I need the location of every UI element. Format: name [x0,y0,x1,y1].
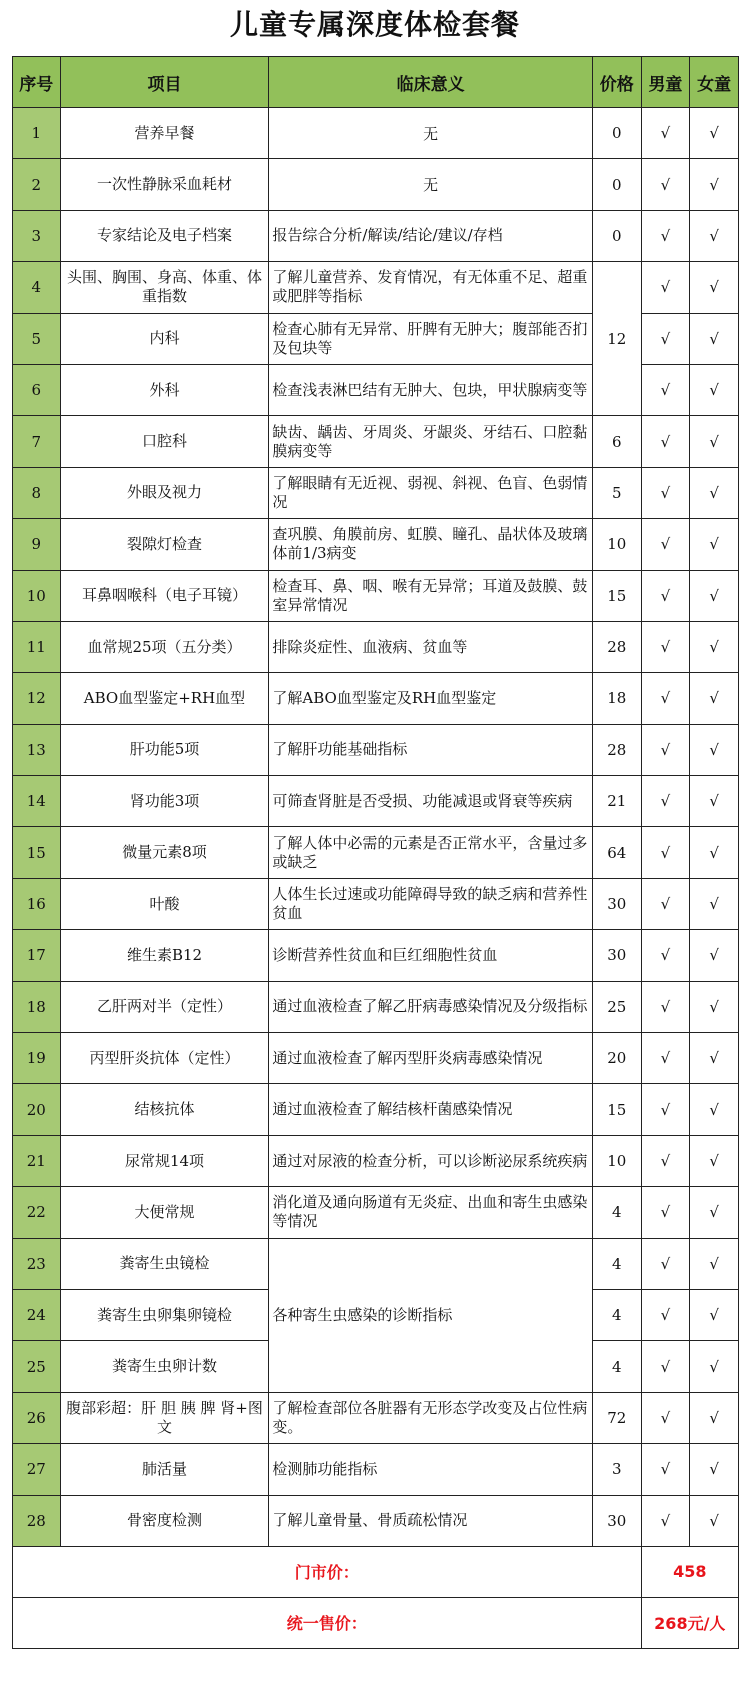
row-boy-check: √ [641,262,690,313]
row-boy-check: √ [641,776,690,827]
row-girl-check: √ [690,724,739,775]
row-girl-check: √ [690,827,739,878]
row-price: 5 [592,467,641,518]
row-boy-check: √ [641,1084,690,1135]
row-girl-check: √ [690,1341,739,1392]
row-meaning: 缺齿、龋齿、牙周炎、牙龈炎、牙结石、口腔黏膜病变等 [269,416,593,467]
row-price: 20 [592,1033,641,1084]
row-price: 30 [592,878,641,929]
row-item: 内科 [60,313,269,364]
row-number: 17 [13,930,61,981]
row-meaning: 通过血液检查了解乙肝病毒感染情况及分级指标 [269,981,593,1032]
row-number: 26 [13,1392,61,1443]
market-price-value: 458 [641,1546,738,1597]
row-meaning: 了解眼睛有无近视、弱视、斜视、色盲、色弱情况 [269,467,593,518]
row-boy-check: √ [641,621,690,672]
row-number: 23 [13,1238,61,1289]
row-number: 13 [13,724,61,775]
table-row [13,827,739,878]
row-number: 11 [13,621,61,672]
row-meaning: 无 [269,108,593,159]
row-item: 外科 [60,364,269,415]
row-item: 丙型肝炎抗体（定性） [60,1033,269,1084]
row-number: 5 [13,313,61,364]
row-price: 12 [592,262,641,416]
row-number: 18 [13,981,61,1032]
row-girl-check: √ [690,1289,739,1340]
row-price: 28 [592,724,641,775]
row-price: 15 [592,1084,641,1135]
table-row [13,1084,739,1135]
row-price: 0 [592,159,641,210]
table-body [13,108,739,1547]
row-meaning: 了解人体中必需的元素是否正常水平，含量过多或缺乏 [269,827,593,878]
row-boy-check: √ [641,570,690,621]
table-row [13,1033,739,1084]
row-number: 24 [13,1289,61,1340]
row-meaning: 了解儿童骨量、骨质疏松情况 [269,1495,593,1546]
table-row [13,108,739,159]
sale-price-label: 统一售价： [13,1597,642,1648]
row-item: 一次性静脉采血耗材 [60,159,269,210]
header-boy: 男童 [641,57,690,108]
row-meaning: 诊断营养性贫血和巨红细胞性贫血 [269,930,593,981]
row-boy-check: √ [641,1444,690,1495]
row-girl-check: √ [690,467,739,518]
row-item: 营养早餐 [60,108,269,159]
row-number: 22 [13,1187,61,1238]
row-price: 4 [592,1238,641,1289]
table-row [13,1392,739,1443]
header-girl: 女童 [690,57,739,108]
sale-price-row [13,1597,739,1648]
row-number: 27 [13,1444,61,1495]
row-girl-check: √ [690,1084,739,1135]
row-item: 粪寄生虫卵计数 [60,1341,269,1392]
row-number: 16 [13,878,61,929]
row-price: 6 [592,416,641,467]
row-boy-check: √ [641,1033,690,1084]
header-meaning: 临床意义 [269,57,593,108]
row-boy-check: √ [641,724,690,775]
row-item: 结核抗体 [60,1084,269,1135]
row-item: 肾功能3项 [60,776,269,827]
table-row [13,621,739,672]
row-number: 8 [13,467,61,518]
row-girl-check: √ [690,313,739,364]
row-girl-check: √ [690,981,739,1032]
row-item: 叶酸 [60,878,269,929]
row-meaning: 消化道及通向肠道有无炎症、出血和寄生虫感染等情况 [269,1187,593,1238]
row-price: 0 [592,108,641,159]
table-row [13,673,739,724]
row-price: 30 [592,1495,641,1546]
row-number: 9 [13,519,61,570]
row-meaning: 检测肺功能指标 [269,1444,593,1495]
row-item: 尿常规14项 [60,1135,269,1186]
row-meaning: 检查耳、鼻、咽、喉有无异常；耳道及鼓膜、鼓室异常情况 [269,570,593,621]
row-price: 18 [592,673,641,724]
row-item: 耳鼻咽喉科（电子耳镜） [60,570,269,621]
row-item: 头围、胸围、身高、体重、体重指数 [60,262,269,313]
row-price: 3 [592,1444,641,1495]
table-row [13,210,739,261]
row-item: 大便常规 [60,1187,269,1238]
table-row [13,1495,739,1546]
row-meaning: 了解儿童营养、发育情况，有无体重不足、超重或肥胖等指标 [269,262,593,313]
header-row [13,57,739,108]
checkup-table [12,56,739,1649]
table-row [13,878,739,929]
row-girl-check: √ [690,1033,739,1084]
row-meaning: 通过对尿液的检查分析，可以诊断泌尿系统疾病 [269,1135,593,1186]
row-number: 7 [13,416,61,467]
row-boy-check: √ [641,1341,690,1392]
row-item: 外眼及视力 [60,467,269,518]
row-girl-check: √ [690,108,739,159]
row-girl-check: √ [690,1135,739,1186]
row-price: 10 [592,519,641,570]
table-row [13,570,739,621]
row-meaning: 各种寄生虫感染的诊断指标 [269,1238,593,1392]
row-girl-check: √ [690,621,739,672]
row-girl-check: √ [690,519,739,570]
row-meaning: 通过血液检查了解结核杆菌感染情况 [269,1084,593,1135]
row-price: 28 [592,621,641,672]
row-meaning: 检查浅表淋巴结有无肿大、包块，甲状腺病变等 [269,364,593,415]
row-number: 10 [13,570,61,621]
row-girl-check: √ [690,930,739,981]
row-item: 乙肝两对半（定性） [60,981,269,1032]
row-girl-check: √ [690,1444,739,1495]
table-row [13,519,739,570]
row-number: 28 [13,1495,61,1546]
row-number: 20 [13,1084,61,1135]
row-meaning: 通过血液检查了解丙型肝炎病毒感染情况 [269,1033,593,1084]
row-girl-check: √ [690,1495,739,1546]
row-boy-check: √ [641,159,690,210]
row-meaning: 排除炎症性、血液病、贫血等 [269,621,593,672]
row-boy-check: √ [641,1495,690,1546]
table-row [13,776,739,827]
row-number: 12 [13,673,61,724]
header-item: 项目 [60,57,269,108]
table-row [13,1135,739,1186]
row-boy-check: √ [641,1135,690,1186]
sale-price-value: 268元/人 [641,1597,738,1648]
row-boy-check: √ [641,1392,690,1443]
row-girl-check: √ [690,1187,739,1238]
row-meaning: 了解ABO血型鉴定及RH血型鉴定 [269,673,593,724]
row-number: 25 [13,1341,61,1392]
row-boy-check: √ [641,827,690,878]
row-boy-check: √ [641,467,690,518]
row-girl-check: √ [690,673,739,724]
row-boy-check: √ [641,1187,690,1238]
market-price-row [13,1546,739,1597]
row-price: 21 [592,776,641,827]
row-item: 裂隙灯检查 [60,519,269,570]
row-number: 14 [13,776,61,827]
row-number: 15 [13,827,61,878]
row-meaning: 查巩膜、角膜前房、虹膜、瞳孔、晶状体及玻璃体前1/3病变 [269,519,593,570]
row-price: 72 [592,1392,641,1443]
row-boy-check: √ [641,981,690,1032]
row-boy-check: √ [641,108,690,159]
header-price: 价格 [592,57,641,108]
row-item: 肝功能5项 [60,724,269,775]
row-number: 6 [13,364,61,415]
row-boy-check: √ [641,878,690,929]
row-girl-check: √ [690,570,739,621]
table-row [13,1444,739,1495]
row-item: 粪寄生虫卵集卵镜检 [60,1289,269,1340]
row-boy-check: √ [641,210,690,261]
table-row [13,981,739,1032]
row-meaning: 检查心肺有无异常、肝脾有无肿大；腹部能否扪及包块等 [269,313,593,364]
row-boy-check: √ [641,313,690,364]
row-price: 64 [592,827,641,878]
row-meaning: 无 [269,159,593,210]
row-item: 骨密度检测 [60,1495,269,1546]
row-meaning: 了解检查部位各脏器有无形态学改变及占位性病变。 [269,1392,593,1443]
table-row [13,467,739,518]
row-item: 粪寄生虫镜检 [60,1238,269,1289]
row-boy-check: √ [641,1238,690,1289]
header-no: 序号 [13,57,61,108]
row-number: 4 [13,262,61,313]
row-item: ABO血型鉴定+RH血型 [60,673,269,724]
row-girl-check: √ [690,1238,739,1289]
row-price: 15 [592,570,641,621]
row-number: 21 [13,1135,61,1186]
market-price-label: 门市价： [13,1546,642,1597]
row-boy-check: √ [641,673,690,724]
table-row [13,1238,739,1289]
row-item: 肺活量 [60,1444,269,1495]
row-girl-check: √ [690,776,739,827]
row-price: 25 [592,981,641,1032]
row-price: 30 [592,930,641,981]
row-price: 10 [592,1135,641,1186]
row-meaning: 报告综合分析/解读/结论/建议/存档 [269,210,593,261]
row-item: 微量元素8项 [60,827,269,878]
row-item: 血常规25项（五分类） [60,621,269,672]
table-row [13,416,739,467]
row-boy-check: √ [641,416,690,467]
row-boy-check: √ [641,930,690,981]
row-number: 1 [13,108,61,159]
row-price: 0 [592,210,641,261]
table-row [13,724,739,775]
row-girl-check: √ [690,1392,739,1443]
row-girl-check: √ [690,159,739,210]
row-girl-check: √ [690,364,739,415]
row-boy-check: √ [641,1289,690,1340]
row-price: 4 [592,1289,641,1340]
table-row [13,1187,739,1238]
table-row [13,930,739,981]
row-meaning: 了解肝功能基础指标 [269,724,593,775]
row-price: 4 [592,1187,641,1238]
row-boy-check: √ [641,364,690,415]
table-row [13,262,739,313]
row-girl-check: √ [690,878,739,929]
row-girl-check: √ [690,416,739,467]
row-item: 维生素B12 [60,930,269,981]
row-item: 口腔科 [60,416,269,467]
row-number: 3 [13,210,61,261]
row-girl-check: √ [690,210,739,261]
row-girl-check: √ [690,262,739,313]
row-item: 专家结论及电子档案 [60,210,269,261]
table-row [13,159,739,210]
page-title: 儿童专属深度体检套餐 [229,8,520,41]
row-item: 腹部彩超：肝 胆 胰 脾 肾+图文 [60,1392,269,1443]
row-boy-check: √ [641,519,690,570]
row-number: 2 [13,159,61,210]
row-number: 19 [13,1033,61,1084]
row-meaning: 可筛查肾脏是否受损、功能减退或肾衰等疾病 [269,776,593,827]
row-meaning: 人体生长过速或功能障碍导致的缺乏病和营养性贫血 [269,878,593,929]
row-price: 4 [592,1341,641,1392]
